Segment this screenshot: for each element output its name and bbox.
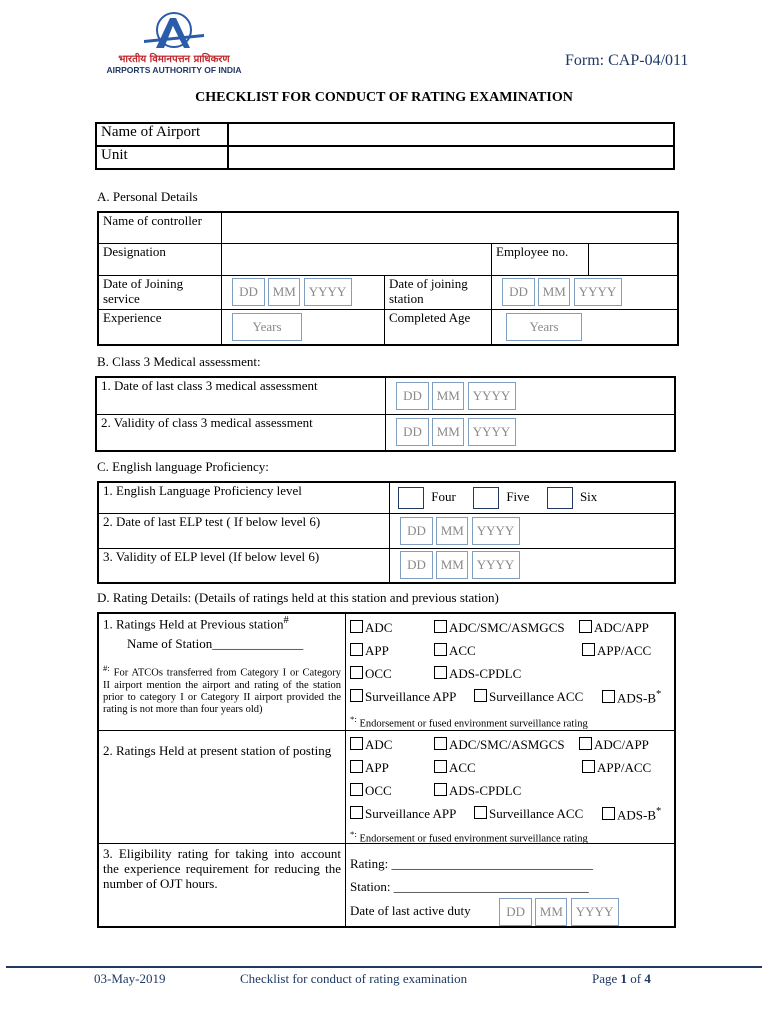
rating-surveillance-app[interactable]: Surveillance APP	[350, 689, 456, 705]
rating-app-acc[interactable]: APP/ACC	[582, 760, 651, 776]
last-active-duty-row	[350, 898, 670, 926]
rating-adc[interactable]: ADC	[350, 737, 392, 753]
previous-station-label: 1. Ratings Held at Previous station	[103, 616, 284, 632]
last-elp-input[interactable]	[390, 513, 676, 548]
mm-box[interactable]: MM	[432, 382, 464, 410]
yyyy-box[interactable]: YYYY	[468, 382, 516, 410]
rating-adc[interactable]: ADC	[350, 620, 392, 636]
validity-medical-input[interactable]	[386, 414, 676, 451]
rating-ads-b[interactable]: ADS-B*	[602, 689, 661, 706]
last-medical-label: 1. Date of last class 3 medical assessment	[96, 377, 386, 414]
checkbox-icon[interactable]	[350, 760, 363, 773]
checkbox-icon[interactable]	[434, 783, 447, 796]
airport-unit-table	[95, 122, 675, 170]
yyyy-box[interactable]: YYYY	[472, 551, 520, 579]
checkbox-icon[interactable]	[474, 689, 487, 702]
dd-box[interactable]: DD	[232, 278, 265, 306]
checkbox-icon[interactable]	[350, 783, 363, 796]
rating-acc[interactable]: ACC	[434, 760, 476, 776]
rating-details-table	[97, 612, 676, 928]
endorsement-note: *: Endorsement or fused environment surveillance rating	[350, 714, 588, 730]
yyyy-box[interactable]: YYYY	[468, 418, 516, 446]
name-of-airport-label: Name of Airport	[96, 123, 228, 146]
rating-adc-smc[interactable]: ADC/SMC/ASMGCS	[434, 620, 565, 636]
employee-no-label: Employee no.	[492, 244, 589, 275]
rating-app[interactable]: APP	[350, 760, 389, 776]
rating-ads-b[interactable]: ADS-B*	[602, 806, 661, 823]
previous-ratings-cell	[346, 613, 676, 731]
form-number: Form: CAP-04/011	[565, 52, 689, 69]
mm-box[interactable]: MM	[268, 278, 300, 306]
eligibility-rating-cell	[346, 844, 676, 928]
elp-level-label: 1. English Language Proficiency level	[98, 482, 390, 513]
name-of-controller-field[interactable]	[222, 212, 679, 243]
level-five-label: Five	[506, 488, 530, 504]
completed-age-label: Completed Age	[385, 309, 492, 345]
mm-box[interactable]: MM	[535, 898, 567, 926]
checkbox-icon[interactable]	[350, 666, 363, 679]
dd-box[interactable]: DD	[502, 278, 535, 306]
completed-age-input[interactable]	[492, 309, 679, 345]
section-d-heading: D. Rating Details: (Details of ratings held at this station and previous station)	[97, 590, 499, 605]
checkbox-icon[interactable]	[434, 643, 447, 656]
personal-details-table	[97, 211, 679, 346]
dd-box[interactable]: DD	[396, 418, 429, 446]
rating-adc-smc[interactable]: ADC/SMC/ASMGCS	[434, 737, 565, 753]
checkbox-icon[interactable]	[434, 760, 447, 773]
checkbox-icon[interactable]	[582, 760, 595, 773]
station-field[interactable]: Station: ______________________________	[350, 879, 589, 894]
rating-surveillance-app[interactable]: Surveillance APP	[350, 806, 456, 822]
date-joining-service-label: Date of Joining service	[98, 275, 222, 309]
unit-field[interactable]	[228, 146, 674, 169]
footer-divider	[6, 966, 762, 968]
years-box[interactable]: Years	[506, 313, 582, 341]
date-joining-station-input[interactable]	[492, 275, 679, 309]
yyyy-box[interactable]: YYYY	[574, 278, 622, 306]
medical-assessment-table	[95, 376, 676, 452]
level-five-checkbox[interactable]	[473, 487, 499, 509]
checkbox-icon[interactable]	[350, 643, 363, 656]
employee-no-field[interactable]	[589, 244, 677, 275]
checkbox-icon[interactable]	[434, 666, 447, 679]
rating-occ[interactable]: OCC	[350, 666, 392, 682]
rating-adc-app[interactable]: ADC/APP	[579, 620, 649, 636]
yyyy-box[interactable]: YYYY	[472, 517, 520, 545]
checkbox-icon[interactable]	[350, 620, 363, 633]
present-ratings-cell	[346, 731, 676, 844]
designation-label: Designation	[98, 243, 222, 275]
dd-box[interactable]: DD	[400, 517, 433, 545]
footer-page-number: Page 1 of 4	[592, 971, 651, 986]
checkbox-icon[interactable]	[579, 737, 592, 750]
date-joining-station-label: Date of joining station	[385, 275, 492, 309]
unit-label: Unit	[96, 146, 228, 169]
checkbox-icon[interactable]	[602, 807, 615, 820]
years-box[interactable]: Years	[232, 313, 302, 341]
last-medical-input[interactable]	[386, 377, 676, 414]
dd-box[interactable]: DD	[396, 382, 429, 410]
elp-level-options	[390, 482, 676, 513]
rating-surveillance-acc[interactable]: Surveillance ACC	[474, 806, 583, 822]
rating-ads-cpdlc[interactable]: ADS-CPDLC	[434, 666, 521, 682]
dd-box[interactable]: DD	[499, 898, 532, 926]
endorsement-note: *: Endorsement or fused environment surveillance rating	[350, 829, 588, 845]
logo-english-text: AIRPORTS AUTHORITY OF INDIA	[106, 65, 242, 75]
previous-station-cell	[98, 613, 346, 731]
name-of-airport-field[interactable]	[228, 123, 674, 146]
designation-field[interactable]	[222, 243, 492, 275]
previous-station-footnote	[103, 662, 341, 716]
section-c-heading: C. English language Proficiency:	[97, 459, 269, 474]
dd-box[interactable]: DD	[400, 551, 433, 579]
section-b-heading: B. Class 3 Medical assessment:	[97, 354, 261, 369]
last-active-duty-label: Date of last active duty	[350, 902, 471, 918]
level-six-checkbox[interactable]	[547, 487, 573, 509]
level-four-checkbox[interactable]	[398, 487, 424, 509]
checkbox-icon[interactable]	[582, 643, 595, 656]
logo-hindi-text: भारतीय विमानपत्तन प्राधिकरण	[118, 54, 230, 65]
rating-surveillance-acc[interactable]: Surveillance ACC	[474, 689, 583, 705]
experience-label: Experience	[98, 309, 222, 345]
footer-date: 03-May-2019	[94, 971, 166, 986]
mm-box[interactable]: MM	[436, 517, 468, 545]
last-elp-label: 2. Date of last ELP test ( If below level 6)	[98, 513, 390, 548]
validity-elp-label: 3. Validity of ELP level (If below level 6)	[98, 548, 390, 583]
mm-box[interactable]: MM	[432, 418, 464, 446]
footnote-mark: #:	[103, 663, 110, 674]
rating-occ[interactable]: OCC	[350, 783, 392, 799]
checkbox-icon[interactable]	[434, 737, 447, 750]
rating-app-acc[interactable]: APP/ACC	[582, 643, 651, 659]
checkbox-icon[interactable]	[474, 806, 487, 819]
checkbox-icon[interactable]	[434, 620, 447, 633]
rating-ads-cpdlc[interactable]: ADS-CPDLC	[434, 783, 521, 799]
rating-field[interactable]: Rating: _______________________________	[350, 856, 594, 871]
rating-app[interactable]: APP	[350, 643, 389, 659]
validity-medical-label: 2. Validity of class 3 medical assessment	[96, 414, 386, 451]
name-of-controller-label: Name of controller	[98, 212, 222, 243]
mm-box[interactable]: MM	[436, 551, 468, 579]
level-four-label: Four	[431, 488, 456, 504]
yyyy-box[interactable]: YYYY	[304, 278, 352, 306]
footnote-text: For ATCOs transferred from Category I or Category II airport mention the airport and rating of the station prior to category I or Category II airport provided the rating is not more than four years old)	[103, 667, 341, 715]
rating-adc-app[interactable]: ADC/APP	[579, 737, 649, 753]
checkbox-icon[interactable]	[602, 690, 615, 703]
hash-mark: #	[283, 615, 289, 626]
experience-input[interactable]	[222, 309, 385, 345]
checkbox-icon[interactable]	[579, 620, 592, 633]
level-six-label: Six	[579, 488, 598, 504]
yyyy-box[interactable]: YYYY	[571, 898, 619, 926]
validity-elp-input[interactable]	[390, 548, 676, 583]
mm-box[interactable]: MM	[538, 278, 570, 306]
eligibility-rating-label: 3. Eligibility rating for taking into account the experience requirement for reducing the number of OJT hours.	[98, 844, 346, 928]
aai-logo	[104, 12, 244, 76]
section-a-heading: A. Personal Details	[97, 189, 198, 204]
date-joining-service-input[interactable]	[222, 275, 385, 309]
present-station-label: 2. Ratings Held at present station of posting	[98, 731, 346, 844]
checkbox-icon[interactable]	[350, 689, 363, 702]
name-of-station-field[interactable]: Name of Station______________	[127, 636, 304, 652]
checkbox-icon[interactable]	[350, 737, 363, 750]
elp-table	[97, 481, 676, 584]
footer-title: Checklist for conduct of rating examination	[240, 971, 468, 986]
checkbox-icon[interactable]	[350, 806, 363, 819]
document-title: CHECKLIST FOR CONDUCT OF RATING EXAMINATION	[195, 90, 573, 105]
rating-acc[interactable]: ACC	[434, 643, 476, 659]
